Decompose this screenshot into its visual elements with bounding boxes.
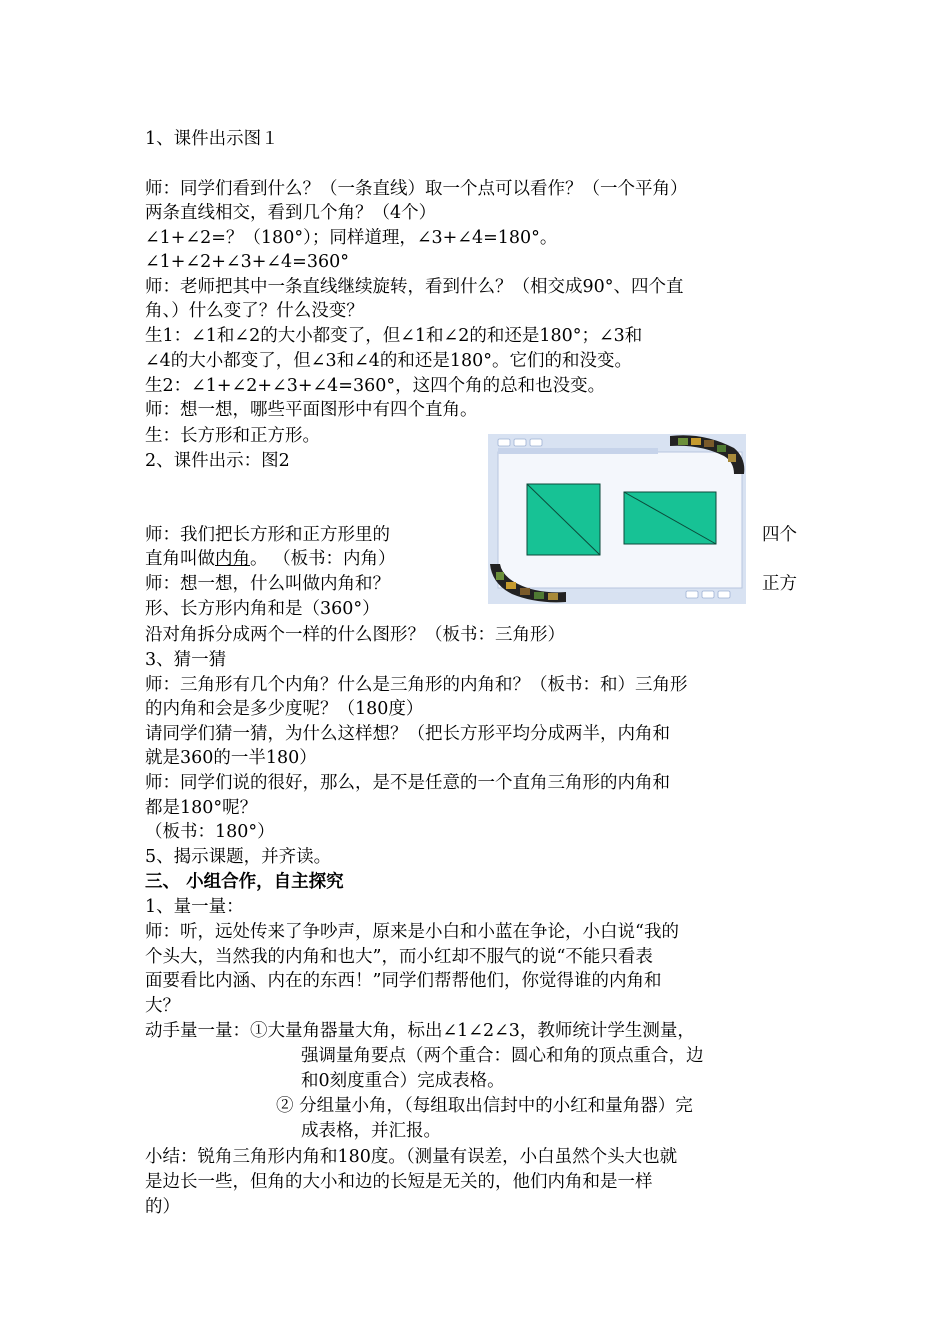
text-line: 面要看比内涵、内在的东西！”同学们帮帮他们，你觉得谁的内角和	[145, 971, 662, 991]
window-dot	[686, 591, 698, 598]
section-heading: 1、量一量：	[145, 897, 244, 917]
text-line: 都是180°呢？	[145, 798, 258, 818]
text-line: 生：长方形和正方形。	[145, 426, 320, 446]
text-line: 师：我们把长方形和正方形里的	[145, 525, 390, 545]
window-dot	[498, 439, 510, 446]
text-line: 两条直线相交，看到几个角？（4个）	[145, 203, 437, 223]
text-line: 师：老师把其中一条直线继续旋转，看到什么？（相交成90°、四个直	[145, 277, 684, 297]
window-dot	[718, 591, 730, 598]
underlined-term: 内角	[215, 549, 250, 569]
section-heading: 5、揭示课题，并齐读。	[145, 847, 332, 867]
text-line: 就是360的一半180）	[145, 748, 317, 768]
text-line: 形、长方形内角和是（360°）	[145, 599, 380, 619]
text-line: 角、）什么变了？什么没变？	[145, 301, 364, 321]
text-line: 生2：∠1+∠2+∠3+∠4=360°，这四个角的总和也没变。	[145, 376, 606, 396]
text-line: 沿对角拆分成两个一样的什么图形？（板书：三角形）	[145, 625, 565, 645]
text-line: 师：想一想，哪些平面图形中有四个直角。	[145, 400, 478, 420]
text-line: 动手量一量：①大量角器量大角，标出∠1∠2∠3，教师统计学生测量，	[145, 1021, 695, 1041]
text-line: （板书：180°）	[145, 822, 275, 842]
text-line: 小结：锐角三角形内角和180度。（测量有误差，小白虽然个头大也就	[145, 1147, 678, 1167]
courseware-figure	[488, 434, 746, 604]
text-line: 大？	[145, 996, 180, 1016]
section-heading: 3、猜一猜	[145, 650, 227, 670]
text-line: 生1：∠1和∠2的大小都变了，但∠1和∠2的和还是180°；∠3和	[145, 326, 643, 346]
text-line: ∠1+∠2=？（180°）；同样道理，∠3+∠4=180°。	[145, 228, 558, 248]
text-line: ∠4的大小都变了，但∠3和∠4的和还是180°。它们的和没变。	[145, 351, 633, 371]
text-line: 成表格，并汇报。	[301, 1121, 441, 1141]
window-dot	[530, 439, 542, 446]
slide-header-bar	[498, 448, 658, 454]
text-line: 的）	[145, 1197, 180, 1217]
text-fragment: 。 （板书：内角）	[250, 549, 396, 569]
text-line	[145, 547, 396, 571]
text-line: 请同学们猜一猜，为什么这样想？（把长方形平均分成两半，内角和	[145, 724, 670, 744]
text-line: 师：听，远处传来了争吵声，原来是小白和小蓝在争论，小白说“我的	[145, 922, 679, 942]
text-line: 师：同学们说的很好，那么，是不是任意的一个直角三角形的内角和	[145, 773, 670, 793]
text-line: 师：三角形有几个内角？什么是三角形的内角和？（板书：和）三角形	[145, 675, 688, 695]
text-line: 个头大，当然我的内角和也大”，而小红却不服气的说“不能只看表	[145, 947, 653, 967]
text-line: 四个	[762, 525, 797, 545]
text-line: ∠1+∠2+∠3+∠4=360°	[145, 252, 349, 272]
text-line: 师：想一想，什么叫做内角和？	[145, 574, 390, 594]
text-line: 的内角和会是多少度呢？（180度）	[145, 699, 424, 719]
window-dot	[514, 439, 526, 446]
text-line: 师：同学们看到什么？（一条直线）取一个点可以看作？（一个平角）	[145, 179, 688, 199]
text-fragment: 直角叫做	[145, 549, 215, 569]
section-heading: 1、课件出示图１	[145, 129, 279, 149]
text-line: 是边长一些，但角的大小和边的长短是无关的，他们内角和是一样	[145, 1172, 653, 1192]
window-dot	[702, 591, 714, 598]
text-line: 和0刻度重合）完成表格。	[301, 1071, 505, 1091]
chapter-heading: 三、 小组合作，自主探究	[145, 872, 344, 892]
text-line: 强调量角要点（两个重合：圆心和角的顶点重合，边	[301, 1046, 704, 1066]
text-line: 正方	[762, 574, 797, 594]
section-heading: 2、课件出示：图2	[145, 451, 290, 471]
text-line: ② 分组量小角，（每组取出信封中的小红和量角器）完	[276, 1096, 693, 1116]
